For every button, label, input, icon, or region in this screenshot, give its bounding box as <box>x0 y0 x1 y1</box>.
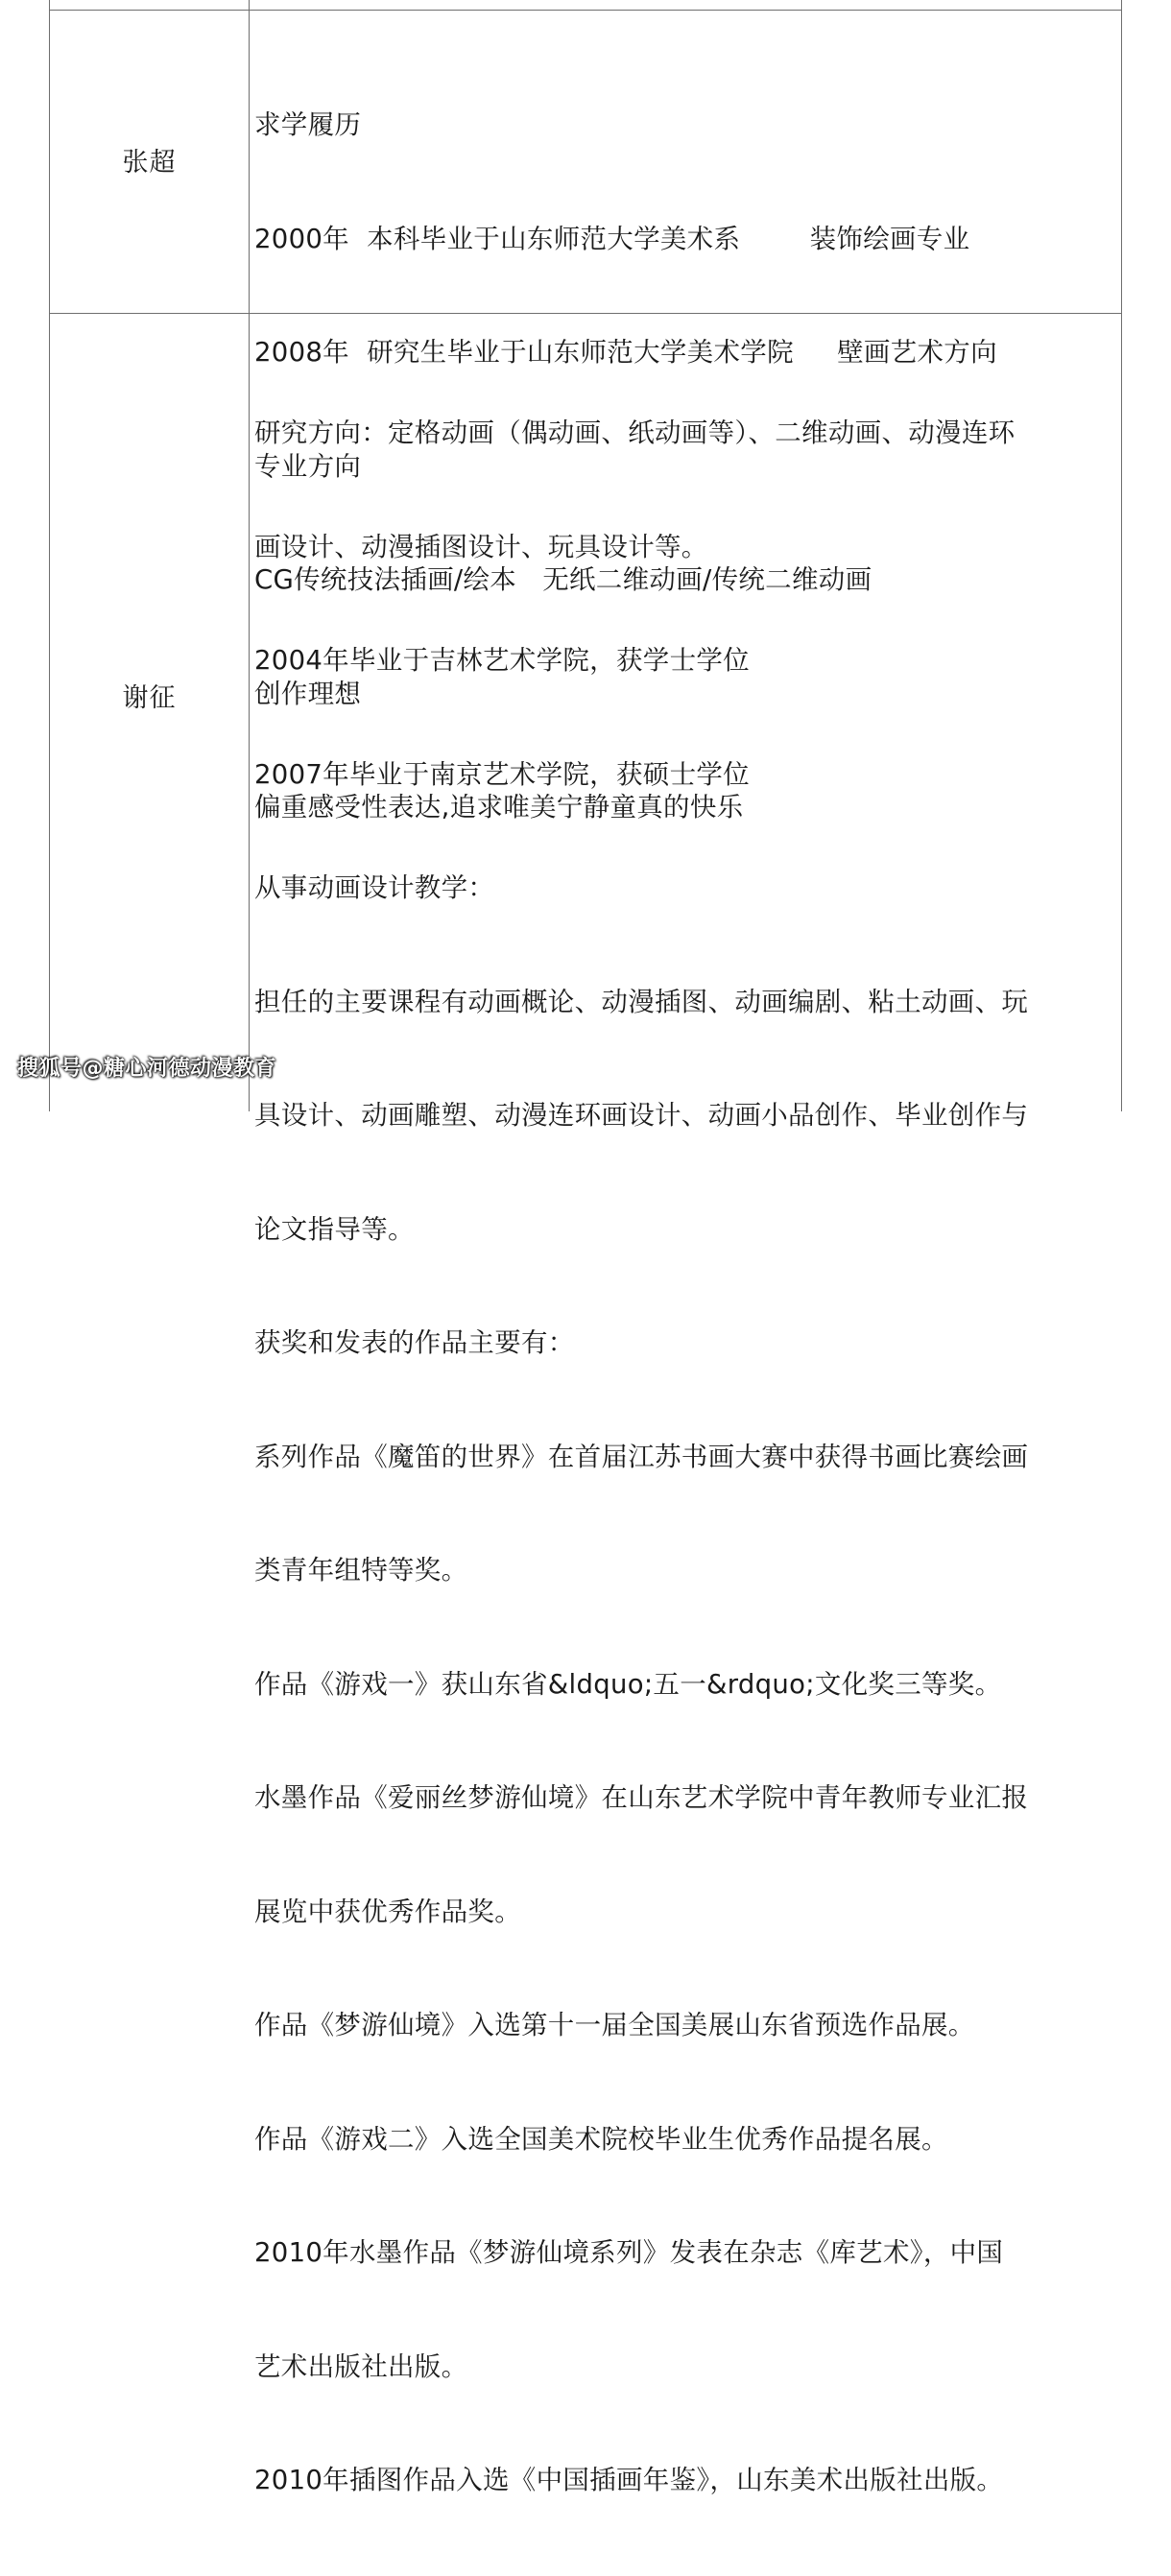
content-line: 专业方向 <box>254 450 362 482</box>
row-content-xiezheng <box>254 339 1118 2576</box>
content-line: 水墨作品《爱丽丝梦游仙境》在山东艺术学院中青年教师专业汇报 <box>254 1782 1029 1813</box>
content-line: 担任的主要课程有动画概论、动漫插图、动画编剧、粘土动画、玩 <box>254 986 1029 1017</box>
row-name-zhangchao: 张超 <box>122 148 177 178</box>
content-line: 2010年水墨作品《梦游仙境系列》发表在杂志《库艺术》，中国 <box>254 2237 1004 2268</box>
content-line: 展览中获优秀作品奖。 <box>254 1896 521 1927</box>
content-line: 从事动画设计教学： <box>254 872 495 903</box>
content-line: 画设计、动漫插图设计、玩具设计等。 <box>254 531 708 562</box>
content-line: 研究方向：定格动画（偶动画、纸动画等）、二维动画、动漫连环 <box>254 417 1016 448</box>
content-line: 2010年插图作品入选《中国插画年鉴》，山东美术出版社出版。 <box>254 2465 1004 2495</box>
content-line: 2008年 研究生毕业于山东师范大学美术学院 壁画艺术方向 <box>254 337 997 368</box>
content-line: 作品《游戏一》获山东省&ldquo;五一&rdquo;文化奖三等奖。 <box>254 1668 1002 1700</box>
content-line: 具设计、动画雕塑、动漫连环画设计、动画小品创作、毕业创作与 <box>254 1100 1029 1131</box>
content-line: 作品《游戏二》入选全国美术院校毕业生优秀作品提名展。 <box>254 2123 948 2155</box>
content-line: 2000年 本科毕业于山东师范大学美术系 装饰绘画专业 <box>254 223 970 254</box>
content-line: 系列作品《魔笛的世界》在首届江苏书画大赛中获得书画比赛绘画 <box>254 1441 1029 1472</box>
content-line: 求学履历 <box>254 109 362 140</box>
content-line: 获奖和发表的作品主要有： <box>254 1327 575 1358</box>
content-line: 2004年毕业于吉林艺术学院，获学士学位 <box>254 645 750 676</box>
content-line: 类青年组特等奖。 <box>254 1555 468 1586</box>
content-line: 2007年毕业于南京艺术学院，获硕士学位 <box>254 758 750 790</box>
watermark: 搜狐号@糖心河德动漫教育 <box>17 1057 277 1081</box>
content-line: 艺术出版社出版。 <box>254 2350 468 2382</box>
content-line: 创作理想 <box>254 678 362 709</box>
row-name-xiezheng: 谢征 <box>122 683 177 713</box>
profile-table <box>49 0 1122 2495</box>
content-line: 论文指导等。 <box>254 1213 415 1245</box>
content-line: CG传统技法插画/绘本 无纸二维动画/传统二维动画 <box>254 564 872 595</box>
content-line: 作品《梦游仙境》入选第十一届全国美展山东省预选作品展。 <box>254 2010 975 2040</box>
column-divider <box>249 0 250 1111</box>
table-top-border <box>50 10 1121 11</box>
content-line: 偏重感受性表达,追求唯美宁静童真的快乐 <box>254 792 744 823</box>
